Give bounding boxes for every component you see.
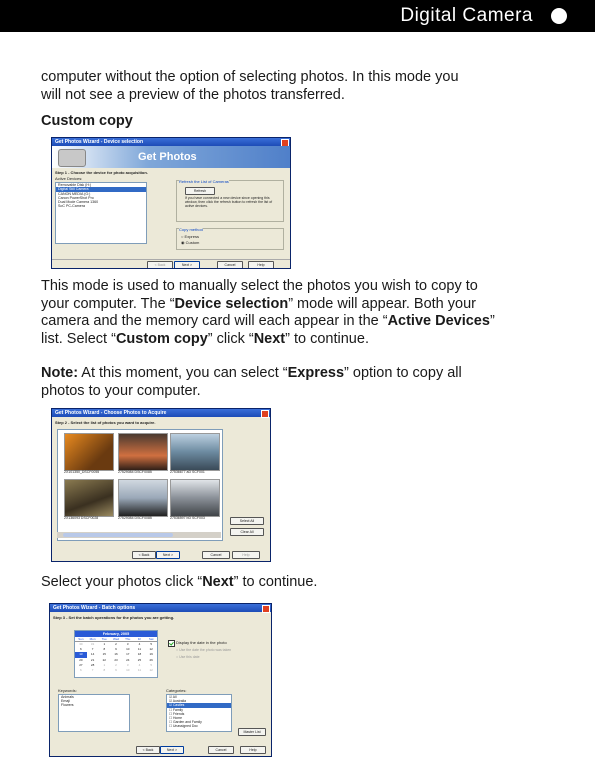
active-devices-label: Active Devices: (55, 176, 83, 181)
clear-all-button[interactable]: Clear All (230, 528, 264, 536)
photo-caption-6: 27536597 bD SCF003 (170, 516, 205, 520)
refresh-button[interactable]: Refresh (185, 187, 215, 195)
calendar-day[interactable]: 10 (126, 647, 130, 652)
header-dot-icon (551, 8, 567, 24)
device-list[interactable] (55, 182, 147, 244)
calendar-day[interactable]: 21 (90, 657, 95, 662)
calendar-day[interactable]: 16 (114, 652, 118, 657)
para2-line-2 (41, 296, 571, 314)
note-line-1 (41, 365, 571, 383)
calendar-day[interactable]: 9 (115, 668, 117, 673)
category-item[interactable]: ☐ Friends (169, 711, 185, 716)
date-option-this[interactable]: ○ Use this date (176, 655, 200, 659)
dialog3-close-icon[interactable] (262, 605, 270, 613)
choose-photos-dialog (51, 408, 271, 562)
device-list-item[interactable]: Removable Disk (H:) (58, 183, 92, 187)
dialog1-step: Step 1 - Choose the device for photo acquisition. (55, 170, 148, 175)
dialog3-help-button[interactable]: Help (240, 746, 266, 754)
calendar-day[interactable]: 14 (90, 652, 95, 657)
date-option-taken[interactable]: ○ Use the date the photo was taken (176, 648, 232, 652)
dialog3-cancel-button[interactable]: Cancel (208, 746, 234, 754)
category-item[interactable]: ☑ Castles (167, 703, 231, 707)
photo-caption-5: 27529084 DSCF0085 (118, 516, 152, 520)
photo-caption-2: 27529084 DSCF0085 (118, 470, 152, 474)
calendar-day[interactable]: 17 (126, 652, 130, 657)
dialog1-divider (52, 259, 291, 260)
dialog2-titlebar (52, 409, 270, 417)
p2l3a: camera and the memory card will each appear in the “ (41, 313, 388, 329)
display-date-checkbox[interactable] (168, 640, 175, 647)
photo-thumb-6[interactable] (170, 479, 220, 517)
para2-line-1: This mode is used to manually select the photos you wish to copy to (41, 278, 478, 294)
custom-copy-heading: Custom copy (41, 113, 133, 129)
dialog1-help-button[interactable]: Help (248, 261, 274, 269)
display-date-label: Display the date in the photo (176, 640, 227, 645)
custom-radio[interactable]: ◉ Custom (181, 240, 200, 245)
p2l4c: ” click “ (207, 330, 254, 347)
category-item[interactable]: ☐ Garden and Family (169, 720, 202, 725)
calendar-day[interactable]: 6 (80, 668, 82, 673)
calendar-day[interactable]: 27 (79, 662, 83, 667)
keywords-label: Keywords: (58, 688, 77, 693)
photo-thumb-5[interactable] (118, 479, 168, 517)
p3b: Next (202, 574, 234, 590)
weekday-label: Wed (112, 637, 120, 641)
express-radio[interactable]: ○ Express (181, 234, 199, 239)
copy-method-group (176, 228, 284, 250)
dialog1-titlebar (52, 138, 290, 146)
calendar-day[interactable]: 5 (150, 662, 152, 667)
dialog1-cancel-button[interactable]: Cancel (217, 261, 243, 269)
dialog1-banner-title (138, 151, 197, 163)
category-item[interactable]: ☐ Family (169, 707, 183, 712)
calendar-day[interactable]: 26 (149, 657, 153, 662)
weekday-label: Fri (137, 637, 142, 641)
calendar-week (75, 668, 157, 673)
photo-thumb-4[interactable] (64, 479, 114, 517)
refresh-note: If you have connected a new device since opening this window, then click the refresh button to refresh the list of active devices. (185, 196, 273, 208)
para2-line-4 (41, 331, 571, 349)
intro-line-2: will not see a preview of the photos transferred. (41, 86, 345, 103)
calendar-day[interactable]: 18 (137, 652, 142, 657)
calendar-day[interactable]: 3 (126, 662, 129, 667)
calendar-day[interactable]: 22 (102, 657, 106, 662)
p3a: Select your photos click “ (41, 574, 203, 590)
custom-label: Custom (185, 240, 200, 245)
calendar-day[interactable]: 31 (90, 642, 95, 646)
p2l3c: ” (489, 313, 495, 329)
calendar-day[interactable]: 25 (137, 657, 142, 662)
refresh-group (176, 180, 284, 222)
categories-list[interactable] (166, 694, 232, 732)
category-item[interactable]: ☑ Australia (169, 699, 186, 704)
note-label: Note: (41, 365, 79, 381)
calendar-day[interactable]: 8 (103, 668, 106, 673)
page-header-bar (0, 0, 595, 32)
calendar-day[interactable]: 1 (103, 642, 106, 646)
calendar-day[interactable]: 7 (91, 647, 94, 652)
dialog2-next-button[interactable]: Next > (156, 551, 180, 559)
calendar-day[interactable]: 24 (126, 657, 130, 662)
dialog1-title: Get Photos Wizard - Device selection (55, 139, 144, 145)
calendar-day[interactable]: 30 (79, 642, 83, 646)
keyword-item[interactable]: Emaji (61, 699, 70, 704)
p2l2b: Device selection (174, 295, 289, 312)
calendar[interactable] (74, 630, 158, 678)
calendar-day[interactable]: 4 (138, 642, 141, 646)
p2l3b: Active Devices (387, 313, 490, 329)
dialog3-back-button[interactable]: < Back (136, 746, 160, 754)
camera-icon (58, 149, 86, 167)
calendar-day[interactable]: 1 (103, 662, 106, 667)
calendar-day[interactable]: 9 (115, 647, 117, 652)
dialog1-banner (52, 146, 291, 168)
dialog3-titlebar (50, 604, 271, 612)
device-list-item[interactable]: CANON MEDIA (G:) (58, 191, 91, 196)
note-1b: Express (287, 365, 345, 381)
device-list-item[interactable]: SoC PC-Camera (58, 204, 85, 209)
batch-options-dialog (49, 603, 272, 757)
dialog3-step: Step 3 - Set the batch operations for the photos you are getting. (53, 615, 175, 620)
calendar-day[interactable]: 11 (137, 647, 142, 652)
dialog2-step: Step 2 - Select the list of photos you want to acquire. (55, 420, 156, 425)
dialog1-next-button[interactable]: Next > (174, 261, 200, 269)
p2l2a: your computer. The “ (41, 295, 175, 312)
calendar-day[interactable]: 11 (137, 668, 142, 673)
keyword-item[interactable]: Flowers (61, 703, 74, 708)
weekday-label: Sun (78, 637, 84, 641)
banner-text: Get Photos (138, 151, 197, 163)
calendar-day[interactable]: 12 (149, 647, 153, 652)
refresh-group-label: Refresh the List of Cameras (179, 179, 229, 184)
photo-thumb-2[interactable] (118, 433, 168, 471)
dialog2-back-button[interactable]: < Back (132, 551, 156, 559)
weekday-label: Tue (101, 637, 107, 641)
note-1a: At this moment, you can select “ (78, 365, 288, 381)
photo-thumb-3[interactable] (170, 433, 220, 471)
note-paragraph (41, 365, 571, 400)
weekday-label: Mon (89, 637, 96, 641)
p2l4a: list. Select “ (41, 330, 116, 347)
header-title: Digital Camera (400, 5, 533, 26)
device-list-item[interactable]: Dual Mode Camera 1360 (58, 200, 99, 205)
photo-grid-scrollbar[interactable] (57, 532, 221, 538)
calendar-day[interactable]: 3 (126, 642, 129, 646)
select-all-button[interactable]: Select All (230, 517, 264, 525)
copy-method-label: Copy method (179, 227, 203, 232)
p2l2c: ” mode will appear. Both your (288, 295, 476, 312)
category-item[interactable]: ☐ Home (169, 716, 183, 721)
intro-line-1: computer without the option of selecting photos. In this mode you (41, 69, 459, 85)
opt2-label: Use this date (179, 655, 200, 659)
scrollbar-thumb[interactable] (63, 533, 173, 537)
keyword-item[interactable]: Animals (61, 695, 74, 699)
calendar-day[interactable]: 2 (115, 642, 117, 646)
note-line-2: photos to your computer. (41, 382, 201, 399)
categories-label: Categories: (166, 688, 187, 693)
p2l4d: Next (253, 330, 286, 347)
device-list-item[interactable]: Digital Still Camera (56, 187, 146, 191)
calendar-day[interactable]: 28 (90, 662, 95, 667)
device-selection-dialog (51, 137, 291, 269)
calendar-day[interactable]: 13 (75, 652, 87, 657)
dialog1-back-button[interactable]: < Back (147, 261, 173, 269)
calendar-day[interactable]: 7 (91, 668, 94, 673)
calendar-day[interactable]: 5 (150, 642, 152, 646)
dialog2-help-button[interactable]: Help (232, 551, 260, 559)
weekday-label: Thu (125, 637, 131, 641)
calendar-day[interactable]: 20 (79, 657, 83, 662)
calendar-day[interactable]: 2 (115, 662, 117, 667)
photo-caption-4: 2X136093 DSCF0028 (64, 516, 99, 520)
p3c: ” to continue. (233, 574, 318, 590)
calendar-month: February, 2005 (75, 631, 157, 637)
dialog2-close-icon[interactable] (261, 410, 269, 418)
para2-line-3 (41, 313, 571, 331)
dialog2-title: Get Photos Wizard - Choose Photos to Acquire (55, 410, 167, 416)
calendar-day[interactable]: 23 (114, 657, 118, 662)
keywords-list[interactable] (58, 694, 130, 732)
weekday-label: Sat (148, 637, 154, 641)
photo-caption-1: 2X101350_DSCF0055 (64, 470, 100, 474)
p2l4b: Custom copy (115, 330, 208, 347)
calendar-day[interactable]: 6 (80, 647, 82, 652)
dialog3-title: Get Photos Wizard - Batch options (53, 605, 136, 611)
dialog3-next-button[interactable]: Next > (160, 746, 184, 754)
express-label: Express (184, 234, 199, 239)
p2l4e: ” to continue. (285, 330, 369, 347)
calendar-day[interactable]: 19 (149, 652, 153, 657)
device-selection-paragraph (41, 278, 571, 348)
category-item[interactable]: ☐ Unassigned Doc (169, 724, 198, 729)
calendar-day[interactable]: 4 (138, 662, 141, 667)
calendar-day[interactable]: 15 (102, 652, 106, 657)
master-list-button[interactable]: Master List (238, 728, 266, 736)
dialog2-cancel-button[interactable]: Cancel (202, 551, 230, 559)
calendar-day[interactable]: 12 (149, 668, 153, 673)
calendar-day[interactable]: 10 (126, 668, 130, 673)
intro-paragraph (41, 69, 571, 104)
device-list-item[interactable]: Canon PowerShot Pro (58, 195, 94, 200)
note-1c: ” option to copy all (344, 365, 462, 381)
photo-caption-3: 27536677 aD SCF001 (170, 470, 205, 474)
calendar-day[interactable]: 8 (103, 647, 106, 652)
photo-thumb-1[interactable] (64, 433, 114, 471)
category-item[interactable]: ☑ All (169, 695, 177, 699)
select-photos-paragraph (41, 574, 571, 592)
opt1-label: Use the date the photo was taken (179, 648, 232, 652)
